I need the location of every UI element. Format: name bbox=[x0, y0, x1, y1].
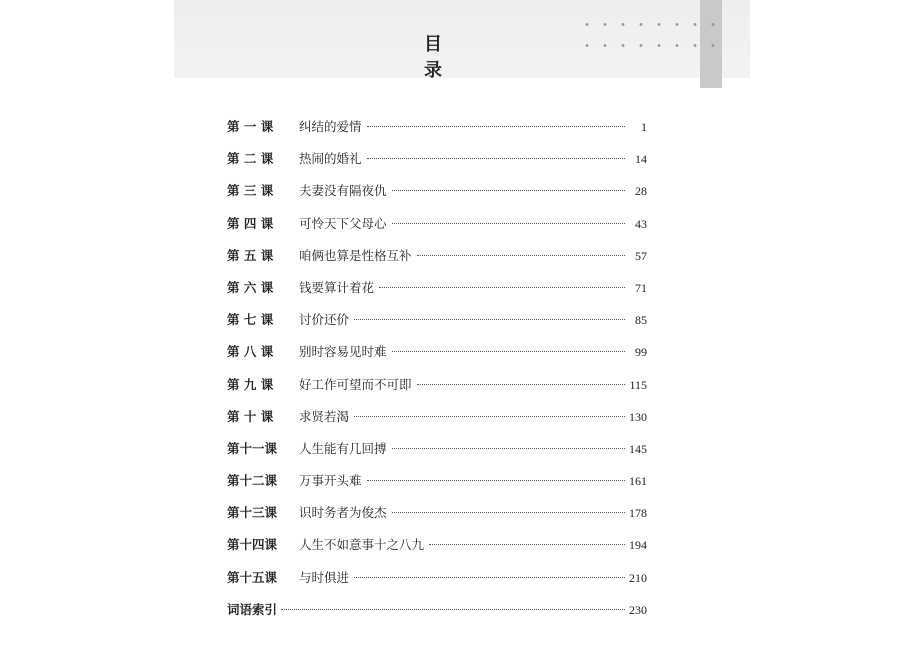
dot-leader bbox=[417, 255, 625, 256]
lesson-title: 求贤若渴 bbox=[299, 408, 350, 424]
lesson-title: 识时务者为俊杰 bbox=[299, 505, 387, 521]
lesson-title: 好工作可望而不可即 bbox=[299, 376, 412, 392]
lesson-title: 讨价还价 bbox=[299, 312, 350, 328]
page-number: 210 bbox=[629, 570, 647, 585]
dot-leader bbox=[354, 319, 625, 320]
dot-leader bbox=[354, 416, 625, 417]
page-number: 14 bbox=[635, 152, 647, 167]
lesson-number: 第 十 课 bbox=[227, 408, 274, 424]
dot-leader bbox=[392, 448, 625, 449]
lesson-title: 人生不如意事十之八九 bbox=[299, 537, 425, 553]
lesson-number: 第 四 课 bbox=[227, 215, 274, 231]
page-number: 115 bbox=[629, 377, 647, 392]
dot-leader bbox=[379, 287, 625, 288]
toc-row[interactable] bbox=[227, 278, 647, 310]
toc-row[interactable] bbox=[227, 117, 647, 149]
lesson-number: 第 八 课 bbox=[227, 344, 274, 360]
dot-leader bbox=[367, 158, 625, 159]
lesson-title: 纠结的爱情 bbox=[299, 119, 362, 134]
toc-row[interactable] bbox=[227, 149, 647, 181]
lesson-number: 第 六 课 bbox=[227, 279, 274, 295]
lesson-title: 与时俱进 bbox=[299, 569, 350, 585]
page-number: 230 bbox=[629, 602, 647, 617]
lesson-title: 人生能有几回搏 bbox=[299, 440, 387, 456]
lesson-title: 别时容易见时难 bbox=[299, 344, 387, 360]
lesson-number: 第十四课 bbox=[227, 537, 278, 553]
page-number: 99 bbox=[635, 345, 647, 360]
dot-leader bbox=[392, 351, 625, 352]
dot-leader bbox=[392, 223, 625, 224]
lesson-number: 第 九 课 bbox=[227, 376, 274, 392]
page-title: 目 录 bbox=[424, 34, 454, 81]
toc-row[interactable] bbox=[227, 246, 647, 278]
lesson-number: 第十三课 bbox=[227, 505, 278, 521]
page-number: 71 bbox=[635, 280, 647, 295]
page-number: 178 bbox=[629, 506, 647, 521]
lesson-title: 咱俩也算是性格互补 bbox=[299, 247, 412, 263]
dot-leader bbox=[417, 384, 625, 385]
table-of-contents bbox=[227, 117, 647, 632]
lesson-number: 第 七 课 bbox=[227, 312, 274, 328]
toc-row[interactable] bbox=[227, 439, 647, 471]
toc-row[interactable] bbox=[227, 181, 647, 213]
lesson-number: 第 三 课 bbox=[227, 183, 274, 199]
dot-leader bbox=[429, 544, 625, 545]
lesson-number: 第 五 课 bbox=[227, 247, 274, 263]
lesson-number: 第 一 课 bbox=[227, 119, 274, 134]
lesson-title: 可怜天下父母心 bbox=[299, 215, 387, 231]
toc-row-index[interactable] bbox=[227, 600, 647, 632]
toc-row[interactable] bbox=[227, 310, 647, 342]
dot-leader bbox=[392, 512, 625, 513]
dot-pattern-decoration bbox=[578, 14, 723, 54]
page-number: 194 bbox=[629, 538, 647, 553]
dot-leader bbox=[392, 190, 625, 191]
toc-row[interactable] bbox=[227, 471, 647, 503]
page-number: 1 bbox=[641, 120, 647, 134]
page-number: 85 bbox=[635, 313, 647, 328]
toc-row[interactable] bbox=[227, 342, 647, 374]
dot-leader bbox=[367, 126, 625, 127]
page-number: 57 bbox=[635, 248, 647, 263]
page-number: 43 bbox=[635, 216, 647, 231]
dot-leader bbox=[367, 480, 625, 481]
lesson-number: 第十五课 bbox=[227, 569, 278, 585]
lesson-title: 热闹的婚礼 bbox=[299, 151, 362, 167]
toc-row[interactable] bbox=[227, 214, 647, 246]
page-number: 161 bbox=[629, 474, 647, 489]
toc-row[interactable] bbox=[227, 535, 647, 567]
lesson-number: 第十二课 bbox=[227, 473, 278, 489]
lesson-number: 第 二 课 bbox=[227, 151, 274, 167]
page-number: 28 bbox=[635, 184, 647, 199]
dot-leader bbox=[354, 577, 625, 578]
lesson-title: 万事开头难 bbox=[299, 473, 362, 489]
toc-row[interactable] bbox=[227, 568, 647, 600]
dot-leader bbox=[281, 609, 625, 610]
toc-row[interactable] bbox=[227, 375, 647, 407]
document-page bbox=[174, 0, 750, 660]
page-number: 130 bbox=[629, 409, 647, 424]
lesson-number: 第十一课 bbox=[227, 440, 278, 456]
toc-row[interactable] bbox=[227, 407, 647, 439]
toc-row[interactable] bbox=[227, 503, 647, 535]
page-number: 145 bbox=[629, 441, 647, 456]
lesson-title: 夫妻没有隔夜仇 bbox=[299, 183, 387, 199]
lesson-title: 钱要算计着花 bbox=[299, 279, 375, 295]
index-label: 词语索引 bbox=[227, 601, 278, 617]
